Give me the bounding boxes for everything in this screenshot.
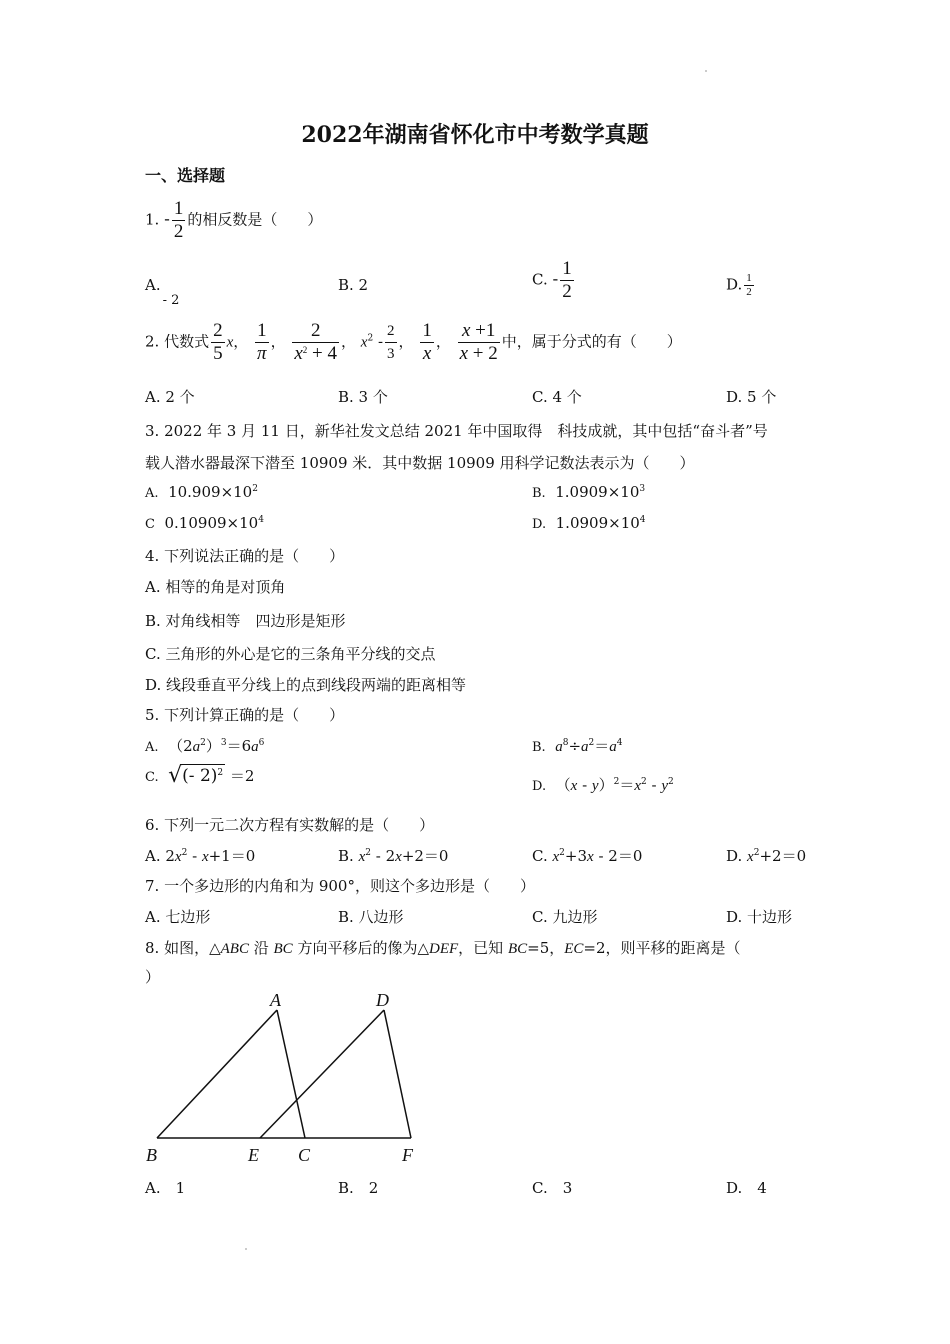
- question-6-option-b[interactable]: B. $x^2 - 2x+2=0$: [338, 847, 449, 865]
- vertex-label-a: A: [270, 990, 281, 1010]
- question-6-option-a[interactable]: A. $2x^2 - x+1=0$: [145, 847, 256, 865]
- translation-triangle-figure: [140, 990, 440, 1170]
- question-2-option-b[interactable]: B. 3 个: [338, 388, 388, 406]
- question-3-line-2: 载人潜水器最深下潜至 10909 米．其中数据 10909 用科学记数法表示为（ ）: [145, 454, 695, 472]
- question-3-option-c[interactable]: C $0.10909\times 10^4$: [145, 514, 264, 532]
- question-4-option-c[interactable]: C. 三角形的外心是它的三条角平分线的交点: [145, 645, 436, 663]
- question-1-option-c[interactable]: C. - $\frac{1}{2}$: [532, 258, 572, 302]
- question-8-option-b[interactable]: B. 2: [338, 1179, 379, 1197]
- question-7-option-b[interactable]: B. 八边形: [338, 908, 404, 926]
- vertex-label-f: F: [402, 1145, 413, 1165]
- scan-dot-top: [705, 70, 707, 72]
- section-heading: 一、选择题: [145, 166, 226, 185]
- question-8-option-a[interactable]: A. 1: [145, 1179, 186, 1197]
- vertex-label-d: D: [376, 990, 389, 1010]
- scan-dot-bottom: [245, 1248, 247, 1250]
- question-6-option-c[interactable]: C. $x^2+3x - 2=0$: [532, 847, 643, 865]
- question-8-stem-line-2: ）: [145, 968, 161, 986]
- question-3-option-d[interactable]: D. $1.0909\times 10^4$: [532, 514, 646, 532]
- question-2-option-c[interactable]: C. 4 个: [532, 388, 582, 406]
- question-4-option-b[interactable]: B. 对角线相等 四边形是矩形: [145, 612, 346, 630]
- question-7-option-a[interactable]: A. 七边形: [145, 908, 211, 926]
- question-8-option-c[interactable]: C. 3: [532, 1179, 573, 1197]
- question-2-option-a[interactable]: A. 2 个: [145, 388, 195, 406]
- vertex-label-c: C: [298, 1145, 311, 1165]
- question-1-stem: 1. - $\frac{1}{2}$ 的相反数是（ ）: [145, 198, 323, 242]
- question-5-option-c[interactable]: C. √ (- 2)$^2$ ＝2: [145, 763, 255, 788]
- question-3-option-b[interactable]: B. $1.0909\times 10^3$: [532, 483, 646, 501]
- question-7-stem: 7. 一个多边形的内角和为 900°，则这个多边形是（ ）: [145, 877, 535, 895]
- question-1-option-d[interactable]: D. $\frac{1}{2}$: [726, 272, 752, 298]
- vertex-label-e: E: [248, 1145, 259, 1165]
- question-8-stem-line-1: 8. 如图，△ABC 沿 BC 方向平移后的像为△DEF，已知 BC=5，EC=2，则平移的距离是（: [145, 939, 741, 957]
- question-1-option-a[interactable]: A.- 2: [145, 276, 180, 308]
- question-7-option-d[interactable]: D. 十边形: [726, 908, 793, 926]
- question-6-option-d[interactable]: D. $x^2+2=0$: [726, 847, 807, 865]
- question-2-option-d[interactable]: D. 5 个: [726, 388, 777, 406]
- question-5-stem: 5. 下列计算正确的是（ ）: [145, 706, 345, 724]
- question-5-option-b[interactable]: B. $a^8\div a^2=a^4$: [532, 737, 623, 755]
- vertex-label-b: B: [146, 1145, 157, 1165]
- question-4-option-d[interactable]: D. 线段垂直平分线上的点到线段两端的距离相等: [145, 676, 467, 694]
- page-title: 2022年湖南省怀化市中考数学真题: [301, 122, 649, 148]
- question-5-option-d[interactable]: D. $(x - y)^2=x^2 - y^2$: [532, 776, 674, 794]
- question-1-option-b[interactable]: B. 2: [338, 276, 369, 294]
- question-4-option-a[interactable]: A. 相等的角是对顶角: [145, 578, 286, 596]
- question-3-line-1: 3. 2022 年 3 月 11 日，新华社发文总结 2021 年中国取得 科技成就，其中包括“奋斗者”号: [145, 422, 768, 440]
- question-7-option-c[interactable]: C. 九边形: [532, 908, 598, 926]
- question-6-stem: 6. 下列一元二次方程有实数解的是（ ）: [145, 816, 435, 834]
- question-8-option-d[interactable]: D. 4: [726, 1179, 767, 1197]
- question-4-stem: 4. 下列说法正确的是（ ）: [145, 547, 345, 565]
- question-3-option-a[interactable]: A. $10.909\times 10^2$: [145, 483, 258, 501]
- question-5-option-a[interactable]: A. $(2a^2)^3=6a^6$: [145, 737, 265, 755]
- question-2-stem: 2. 代数式 $\frac{2}{5}$ x， $\frac{1}{\pi}$ ， $\frac{2}{x^2 + 4}$ ， $x^2$ - $\frac{2}{3}$ ， $\frac{1}{x}$ ， $\frac{x +1}{x + 2}$ 中，属于分式的有（ ）: [145, 320, 682, 364]
